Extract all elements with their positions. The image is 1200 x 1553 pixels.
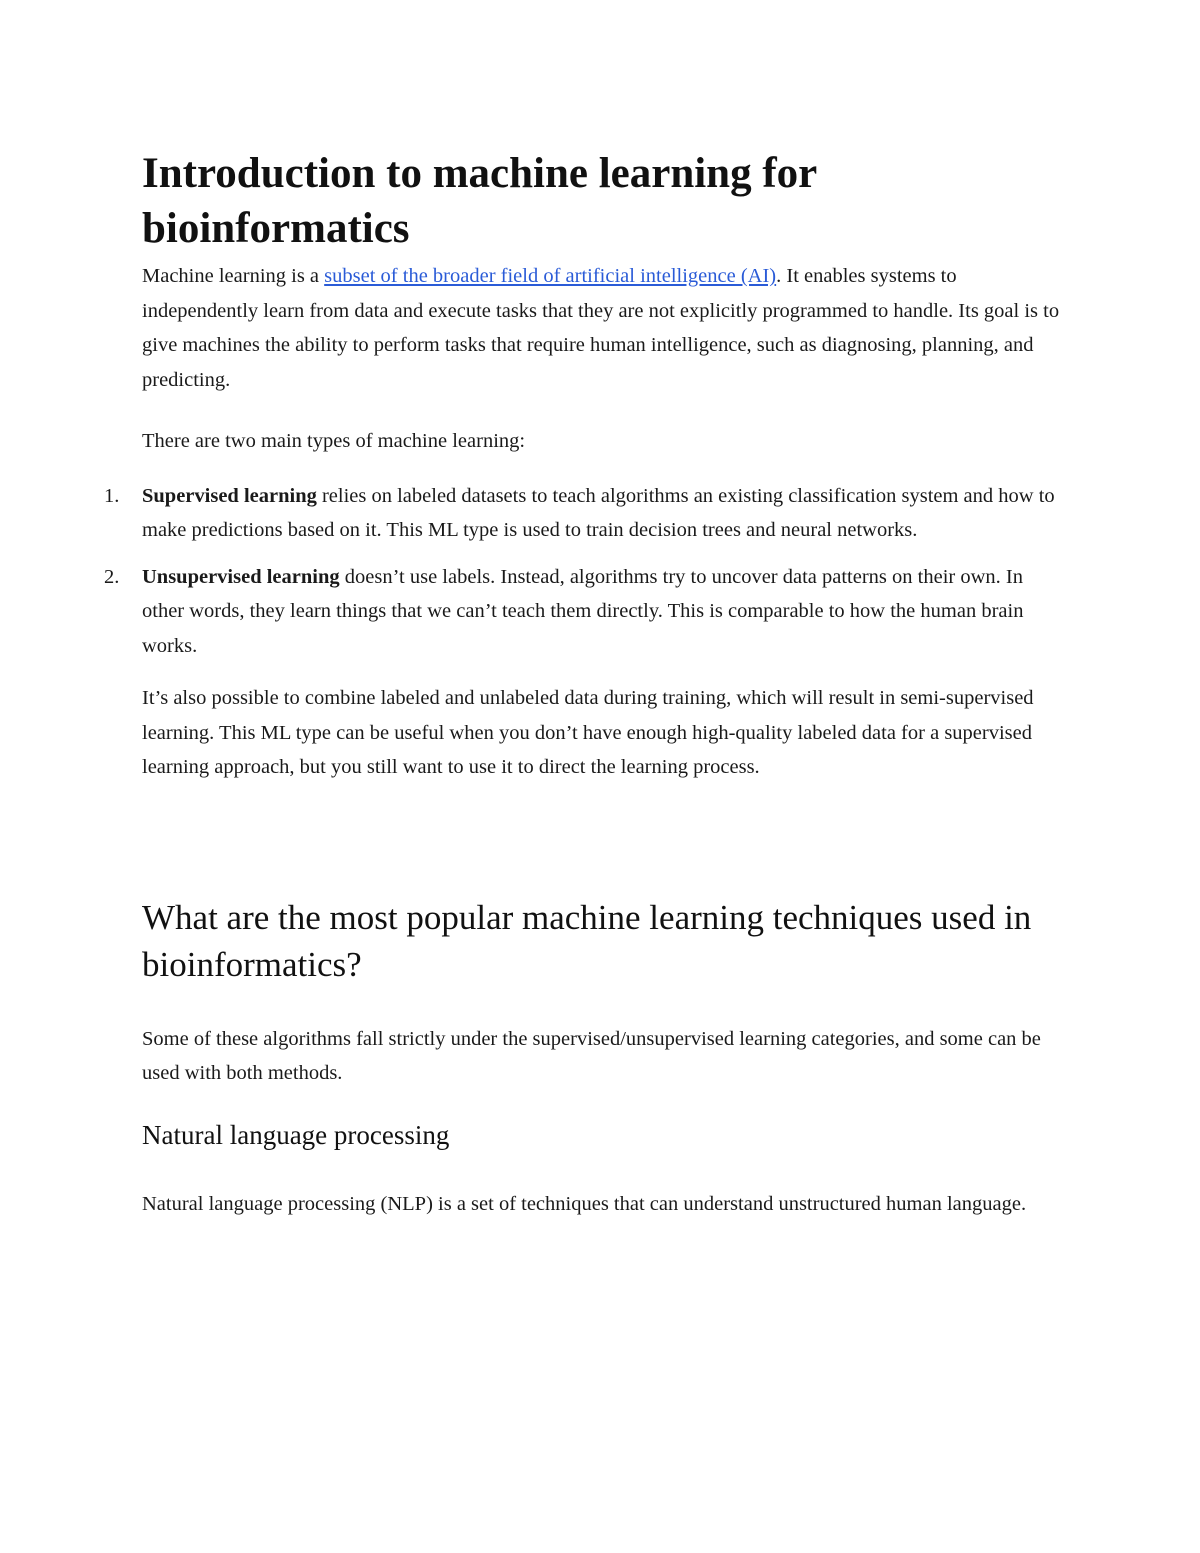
list-term: Supervised learning [142, 484, 317, 507]
semi-supervised-paragraph: It’s also possible to combine labeled and unlabeled data during training, which will result in semi-supervised learning. This ML type can be useful when you don’t have enough high-quality labeled data for a supervised learning approach, but you still want to use it to direct the learning process. [142, 687, 1034, 778]
list-number: 2. [104, 565, 120, 588]
page-title: Introduction to machine learning for bioinformatics [142, 150, 817, 252]
list-item-unsupervised [104, 560, 1060, 664]
section-heading-techniques: What are the most popular machine learning techniques used in bioinformatics? [142, 897, 1032, 984]
ai-subset-link[interactable]: subset of the broader field of artificial intelligence (AI) [324, 265, 777, 287]
intro-paragraph [142, 259, 1060, 397]
list-number: 1. [104, 484, 120, 507]
ml-types-list [104, 479, 1060, 664]
list-text: doesn’t use labels. Instead, algorithms try to uncover data patterns on their own. In other words, they learn things that we can’t teach them directly. This is comparable to how the human brain works. [142, 565, 1024, 657]
list-text: relies on labeled datasets to teach algorithms an existing classification system and how to make predictions based on it. This ML type is used to train decision trees and neural networks. [142, 484, 1055, 541]
list-item-supervised [104, 479, 1060, 548]
subsection-heading-nlp: Natural language processing [142, 1119, 450, 1150]
techniques-paragraph: Some of these algorithms fall strictly under the supervised/unsupervised learning categories, and some can be used with both methods. [142, 1027, 1041, 1084]
types-intro-paragraph: There are two main types of machine learning: [142, 430, 526, 452]
intro-text-start: Machine learning is a [142, 265, 325, 287]
intro-text-end: . It enables systems to independently learn from data and execute tasks that they are not explicitly programmed to handle. Its goal is to give machines the ability to perform tasks that require human intelligence, such as diagnosing, planning, and predicting. [142, 265, 1060, 391]
list-term: Unsupervised learning [142, 565, 340, 588]
nlp-paragraph: Natural language processing (NLP) is a set of techniques that can understand unstructured human language. [142, 1192, 1027, 1215]
